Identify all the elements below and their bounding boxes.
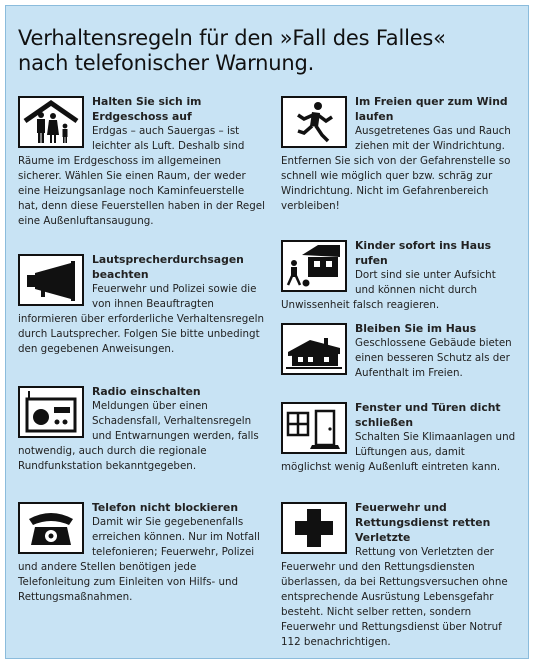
- rule-heading: Kinder sofort ins Haus rufen: [355, 239, 492, 267]
- rule-stay-inside: [281, 321, 517, 381]
- children-playing-icon: [281, 240, 347, 292]
- rule-ground-floor: [18, 94, 266, 229]
- rule-text: Meldungen über einen Schadensfall, Verhaltensregeln und Entwarnungen werden, falls notwendig, auch durch die regionale Rundfunkstation bekanntgegeben.: [18, 400, 259, 472]
- rule-text: Feuerwehr und Polizei sowie die von ihnen Beauftragten informieren über erforderliche Verhaltensregeln durch Lautsprecher. Folgen Sie bitte unbedingt den gegebenen Anweisungen.: [18, 283, 264, 355]
- rule-telephone: [18, 500, 266, 605]
- rule-heading: Halten Sie sich im Erdgeschoss auf: [92, 95, 202, 123]
- rule-heading: Radio einschalten: [92, 385, 201, 398]
- rule-heading: Bleiben Sie im Haus: [355, 322, 477, 335]
- megaphone-icon: [18, 254, 84, 306]
- rule-heading: Telefon nicht blockieren: [92, 501, 239, 514]
- medical-cross-icon: [281, 502, 347, 554]
- rule-heading: Feuerwehr und Rettungsdienst retten Verletzte: [355, 501, 491, 544]
- rule-text: Ausgetretenes Gas und Rauch ziehen mit der Windrichtung. Entfernen Sie sich von der Gefahrenstelle so schnell wie möglich quer bzw. schräg zur Windrichtung. Nicht im Gefahrenbereich verbleiben!: [281, 125, 511, 212]
- telephone-icon: [18, 502, 84, 554]
- rule-close-windows: [281, 400, 517, 475]
- house-icon: [281, 323, 347, 375]
- rule-text: Dort sind sie unter Aufsicht und können nicht durch Unwissenheit falsch reagieren.: [281, 269, 496, 311]
- rule-rescue: [281, 500, 517, 650]
- rule-heading: Im Freien quer zum Wind laufen: [355, 95, 508, 123]
- family-house-icon: [18, 96, 84, 148]
- title-line-1: Verhaltensregeln für den »Fall des Falles«: [18, 26, 446, 50]
- title-line-2: nach telefonischer Warnung.: [18, 51, 315, 75]
- rule-text: Geschlossene Gebäude bieten einen besseren Schutz als der Aufenthalt im Freien.: [355, 337, 512, 379]
- rule-children: [281, 238, 517, 313]
- running-person-icon: [281, 96, 347, 148]
- rule-wind: [281, 94, 517, 214]
- rule-text: Rettung von Verletzten der Feuerwehr und den Rettungsdiensten überlassen, da bei Rettungsversuchen ohne entsprechende Ausrüstung Lebensgefahr besteht. Nicht selber retten, sondern Feuerwehr und Rettungsdienst über Notruf 112 benachrichtigen.: [281, 546, 508, 648]
- rule-radio: [18, 384, 266, 474]
- rule-text: Damit wir Sie gegebenenfalls erreichen können. Nur im Notfall telefonieren; Feuerwehr, Polizei und andere Stellen benötigen jede Telefonleitung zum Einleiten von Hilfs- und Rettungsmaßnahmen.: [18, 516, 260, 603]
- radio-icon: [18, 386, 84, 438]
- rule-loudspeaker: [18, 252, 266, 357]
- rule-text: Erdgas – auch Sauergas – ist leichter als Luft. Deshalb sind Räume im Erdgeschoss im allgemeinen sicherer. Wählen Sie einen Raum, der weder eine Heizungsanlage noch Kaminfeuerstelle hat, denn diese Feuerstellen haben in der Regel eine Außenluftansaugung.: [18, 125, 266, 227]
- rule-text: Schalten Sie Klimaanlagen und Lüftungen aus, damit möglichst wenig Außenluft eintreten kann.: [281, 431, 516, 473]
- page-title: [18, 26, 518, 76]
- rule-heading: Fenster und Türen dicht schließen: [355, 401, 501, 429]
- window-door-icon: [281, 402, 347, 454]
- rule-heading: Lautsprecherdurchsagen beachten: [92, 253, 244, 281]
